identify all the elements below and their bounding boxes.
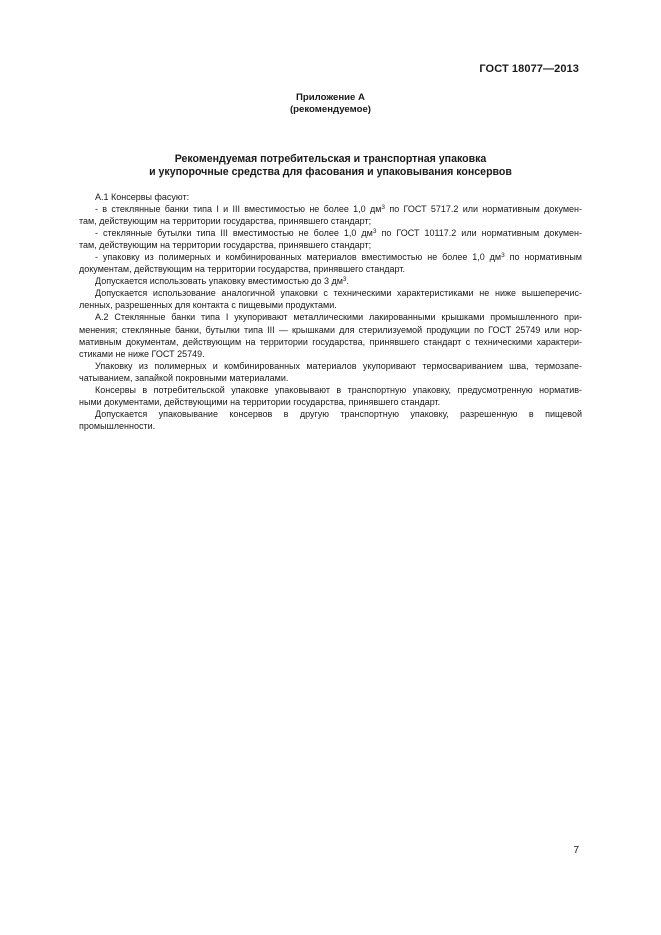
annex-heading xyxy=(0,92,661,116)
paragraph-line xyxy=(79,275,582,287)
text-run: Допускается использовать упаковку вместимостью до 3 дм xyxy=(95,276,343,287)
paragraph-line xyxy=(79,227,582,239)
paragraph-line xyxy=(79,251,582,263)
text-run: - стеклянные бутылки типа III вместимостью не более 1,0 дм xyxy=(95,228,373,239)
page-number: 7 xyxy=(573,845,579,856)
section-title-line: Рекомендуемая потребительская и транспортная упаковка xyxy=(174,153,487,165)
text-run: - упаковку из полимерных и комбинированных материалов вместимостью не более 1,0 дм xyxy=(95,252,502,263)
text-run: по ГОСТ 5717.2 или нормативным докумен- xyxy=(385,204,582,215)
section-title-line: и укупорочные средства для фасования и упаковывания консервов xyxy=(149,166,512,178)
paragraph-line: ленных, разрешенных для контакта с пищевыми продуктами. xyxy=(79,300,337,311)
paragraph-line xyxy=(79,203,582,215)
section-title xyxy=(0,153,661,179)
paragraph-line: Допускается упаковывание консервов в другую транспортную упаковку, разрешенную в пищевой xyxy=(95,408,582,419)
paragraph-line: там, действующим на территории государства, принявшего стандарт; xyxy=(79,216,372,227)
paragraph-line: там, действующим на территории государства, принявшего стандарт; xyxy=(79,240,372,251)
superscript: 3 xyxy=(381,204,386,212)
annex-status: (рекомендуемое) xyxy=(289,104,371,115)
superscript: 3 xyxy=(342,276,347,284)
paragraph-line: чатыванием, запайкой покровными материалами. xyxy=(79,372,289,383)
text-run: - в стеклянные банки типа I и III вместимостью не более 1,0 дм xyxy=(95,204,382,215)
paragraph-line: Допускается использование аналогичной упаковки с техническими характеристиками не ниже вышеперечис- xyxy=(95,288,582,299)
document-code: ГОСТ 18077—2013 xyxy=(479,63,579,75)
text-run: по ГОСТ 10117.2 или нормативным докумен- xyxy=(376,228,583,239)
paragraph-line: А.2 Стеклянные банки типа I укупоривают металлическими лакированными крышками промышленного при- xyxy=(95,312,582,323)
paragraph-line: менения; стеклянные банки, бутылки типа III — крышками для стерилизуемой продукции по ГОСТ 25749 или нор- xyxy=(79,324,582,335)
paragraph-line: мативным документам, действующим на территории государства, принявшего стандарт с техническими характери- xyxy=(79,336,582,347)
superscript: 3 xyxy=(501,252,505,260)
annex-title: Приложение А xyxy=(296,92,365,103)
paragraph-line: ными документами, действующими на территории государства, принявшего стандарт. xyxy=(79,396,441,407)
text-run: . xyxy=(346,276,350,287)
paragraph-line: промышленности. xyxy=(79,420,156,431)
paragraph-a1: А.1 Консервы фасуют: xyxy=(95,192,190,202)
paragraph-line: документам, действующим на территории государства, принявшего стандарт. xyxy=(79,264,405,275)
paragraph-line: стиками не ниже ГОСТ 25749. xyxy=(79,348,205,359)
superscript: 3 xyxy=(372,228,377,236)
text-run: по нормативным xyxy=(504,252,582,263)
body-text xyxy=(79,191,582,432)
paragraph-line: Консервы в потребительской упаковке упаковывают в транспортную упаковку, предусмотренную норматив- xyxy=(95,384,582,395)
paragraph-line: Упаковку из полимерных и комбинированных материалов укупоривают термосвариванием шва, термозапе- xyxy=(95,360,582,371)
